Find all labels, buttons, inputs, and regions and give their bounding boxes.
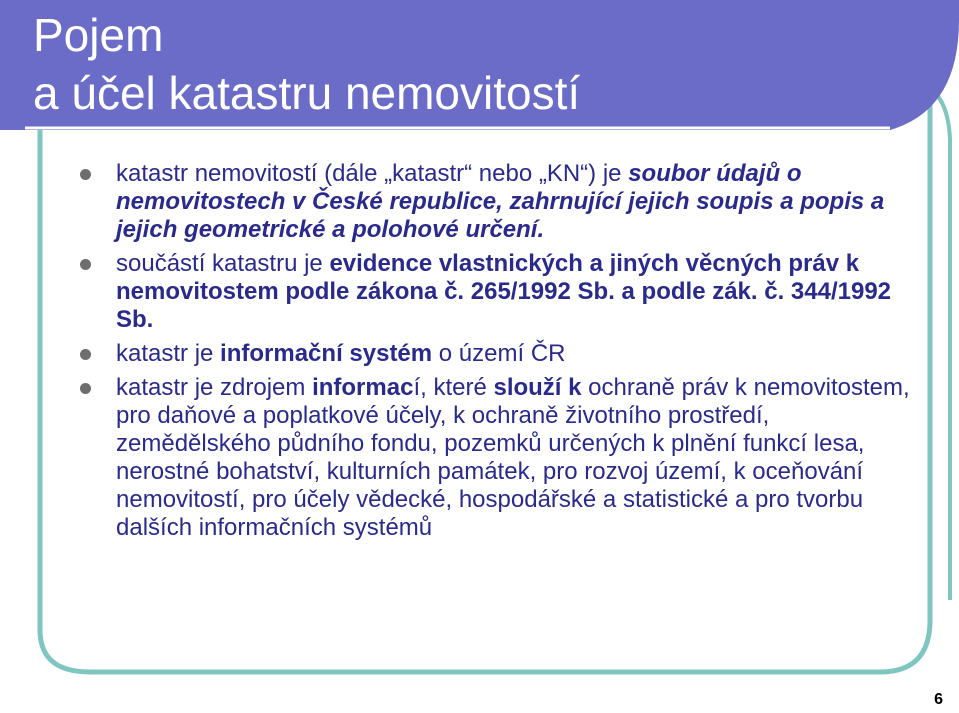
bullet-2-text-2: evidence vlastnických a jiných věcných práv k nemovitostem podle zákona č. 265/1992 Sb. a podle zák. č. 344/1992 Sb. <box>116 250 892 333</box>
slide-title-line-1: Pojem <box>33 9 164 61</box>
bullet-dot-icon <box>80 349 91 360</box>
bullet-3-text-3: o území ČR <box>432 340 566 367</box>
bullet-dot-icon <box>80 383 91 394</box>
bullet-list <box>70 160 925 548</box>
bullet-item-2 <box>70 250 925 334</box>
bullet-dot-icon <box>80 169 91 180</box>
bullet-4-text-4: slouží k <box>493 374 582 401</box>
bullet-item-3 <box>70 340 925 368</box>
slide-title <box>33 6 580 122</box>
bullet-3-text-2: informační systém <box>220 340 433 367</box>
slide-title-line-2: a účel katastru nemovitostí <box>33 67 581 119</box>
bullet-3-text-1: katastr je <box>116 340 221 367</box>
bullet-dot-icon <box>80 259 91 270</box>
bullet-4-text-1: katastr je zdrojem <box>116 374 313 401</box>
bullet-1-text-2: soubor údajů o nemovitostech v České republice, zahrnující jejich soupis a popis a jejich geometrické a polohové určení. <box>116 160 885 243</box>
bullet-item-4 <box>70 374 925 542</box>
bullet-4-text-3: í, které <box>413 374 494 401</box>
bullet-1-text-1: katastr nemovitostí (dále „katastr“ nebo „KN“) je <box>116 160 629 187</box>
page-number: 6 <box>934 691 943 708</box>
bullet-item-1 <box>70 160 925 244</box>
bullet-2-text-1: součástí katastru je <box>116 250 330 277</box>
bullet-4-text-5: ochraně práv k nemovitostem, pro daňové a poplatkové účely, k ochraně životního prostředí, zemědělského půdního fondu, pozemků určených k plnění funkcí lesa, nerostné bohatství, kulturních památek, pro rozvoj území, k oceňování nemovitostí, pro účely vědecké, hospodářské a statistické a pro tvorbu dalších informačních systémů <box>116 374 910 541</box>
bullet-4-text-2: informac <box>312 374 414 401</box>
